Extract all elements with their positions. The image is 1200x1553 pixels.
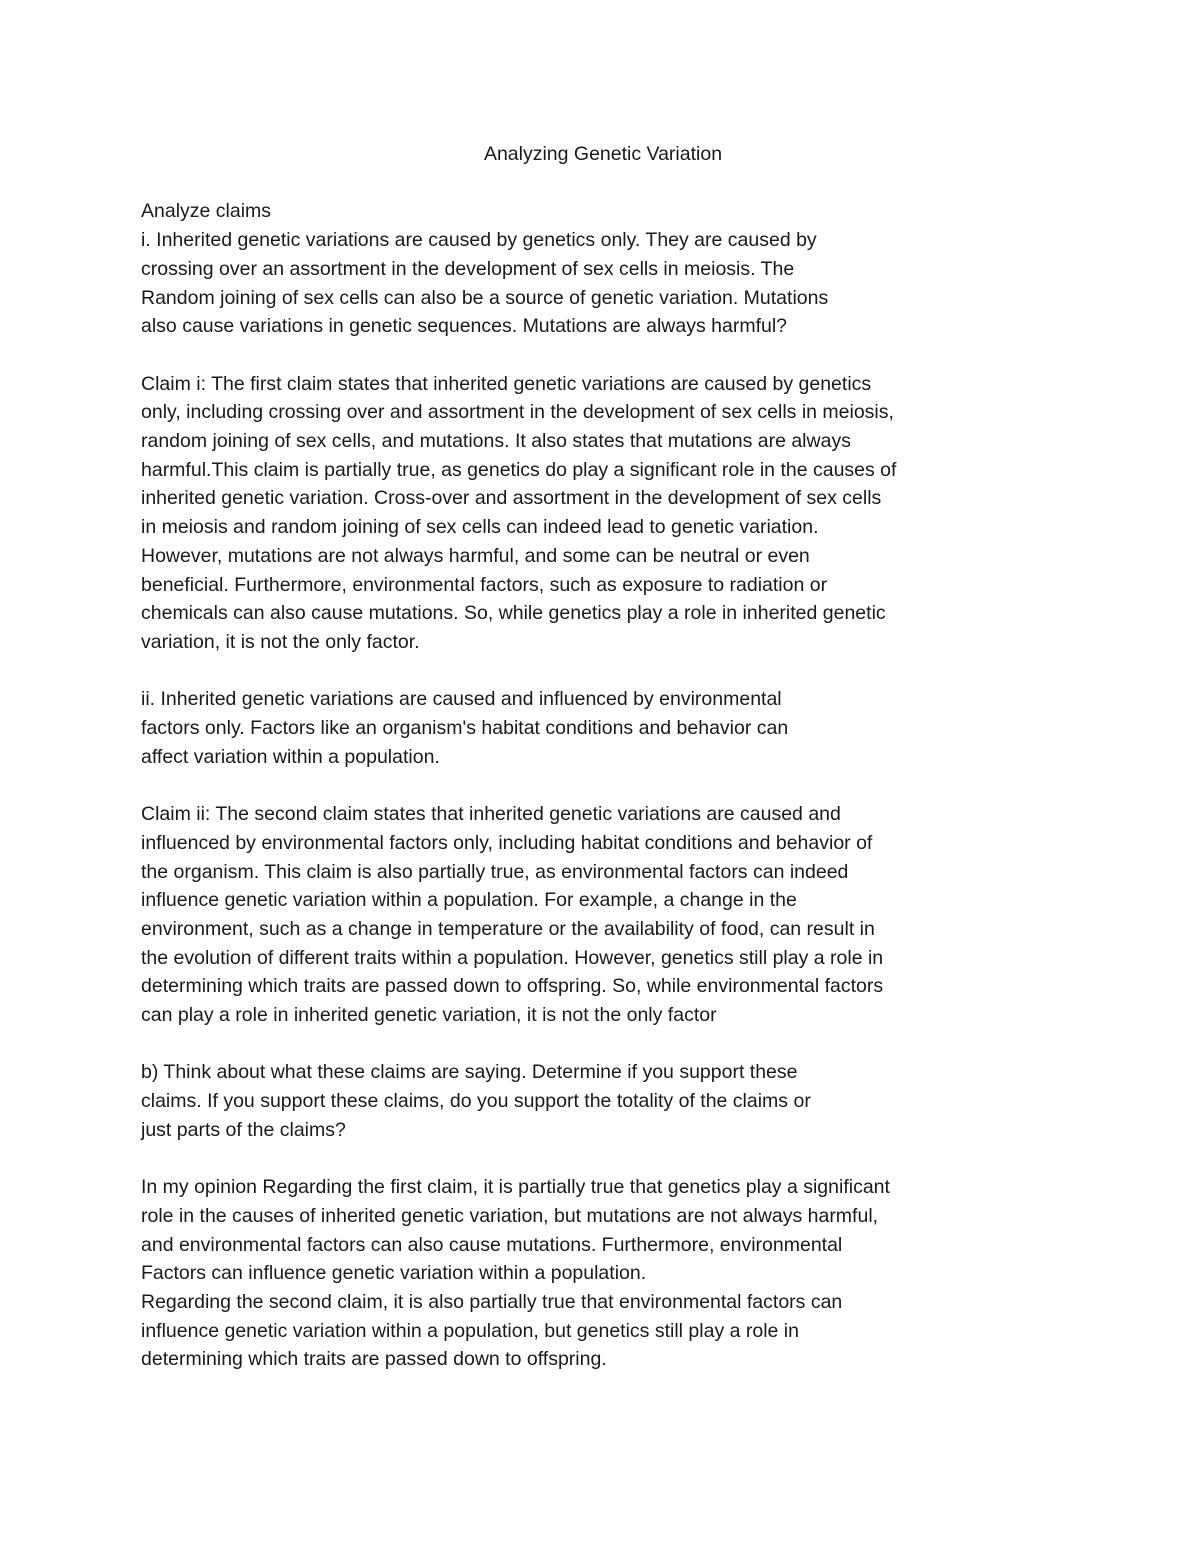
text-line: In my opinion Regarding the first claim, it is partially true that genetics play a significant [141, 1176, 890, 1199]
text-line: influenced by environmental factors only, including habitat conditions and behavior of [141, 831, 873, 854]
text-line: chemicals can also cause mutations. So, while genetics play a role in inherited genetic [141, 602, 886, 625]
text-line: ii. Inherited genetic variations are caused and influenced by environmental [141, 688, 782, 711]
document-body [141, 140, 1001, 1374]
claim-ii-paragraph [141, 800, 1001, 1030]
text-line: influence genetic variation within a population, but genetics still play a role in [141, 1319, 799, 1342]
text-line: beneficial. Furthermore, environmental factors, such as exposure to radiation or [141, 573, 828, 596]
text-line: determining which traits are passed down to offspring. So, while environmental factors [141, 975, 884, 998]
text-line: environment, such as a change in temperature or the availability of food, can result in [141, 917, 875, 940]
text-line: the organism. This claim is also partially true, as environmental factors can indeed [141, 860, 849, 883]
statement-ii-paragraph [141, 685, 1001, 771]
text-line: crossing over an assortment in the development of sex cells in meiosis. The [141, 257, 795, 280]
text-line: just parts of the claims? [141, 1118, 346, 1141]
text-line: harmful.This claim is partially true, as genetics do play a significant role in the causes of [141, 458, 897, 481]
text-line: also cause variations in genetic sequences. Mutations are always harmful? [141, 315, 788, 338]
text-line: Random joining of sex cells can also be a source of genetic variation. Mutations [141, 286, 829, 309]
text-line: i. Inherited genetic variations are caused by genetics only. They are caused by [141, 229, 817, 252]
text-line: role in the causes of inherited genetic variation, but mutations are not always harmful, [141, 1204, 879, 1227]
text-line: influence genetic variation within a population. For example, a change in the [141, 889, 797, 912]
text-line: inherited genetic variation. Cross-over and assortment in the development of sex cells [141, 487, 882, 510]
text-line: determining which traits are passed down to offspring. [141, 1348, 607, 1371]
text-line: variation, it is not the only factor. [141, 630, 420, 653]
text-line: random joining of sex cells, and mutations. It also states that mutations are always [141, 430, 851, 452]
text-line: in meiosis and random joining of sex cells can indeed lead to genetic variation. [141, 516, 819, 539]
question-b-paragraph [141, 1058, 1001, 1144]
text-line: only, including crossing over and assortment in the development of sex cells in meiosis, [141, 401, 894, 424]
text-line: Factors can influence genetic variation within a population. [141, 1262, 647, 1285]
analyze-claims-paragraph [141, 197, 1001, 341]
opinion-paragraph [141, 1173, 1001, 1374]
text-line: b) Think about what these claims are saying. Determine if you support these [141, 1061, 798, 1084]
document-title: Analyzing Genetic Variation [483, 143, 723, 165]
text-line: factors only. Factors like an organism's habitat conditions and behavior can [141, 717, 789, 740]
text-line: can play a role in inherited genetic variation, it is not the only factor [141, 1004, 717, 1027]
claim-i-paragraph [141, 370, 1001, 657]
text-line: claims. If you support these claims, do you support the totality of the claims or [141, 1090, 811, 1113]
text-line: and environmental factors can also cause mutations. Furthermore, environmental [141, 1233, 843, 1256]
text-line: affect variation within a population. [141, 745, 440, 768]
text-line: Claim i: The first claim states that inherited genetic variations are caused by genetics [141, 372, 872, 395]
text-line: Regarding the second claim, it is also partially true that environmental factors can [141, 1291, 843, 1314]
text-line: Claim ii: The second claim states that inherited genetic variations are caused and [141, 803, 841, 826]
text-line: Analyze claims [141, 200, 272, 223]
text-line: the evolution of different traits within a population. However, genetics still play a role in [141, 946, 884, 969]
text-line: However, mutations are not always harmful, and some can be neutral or even [141, 544, 810, 567]
